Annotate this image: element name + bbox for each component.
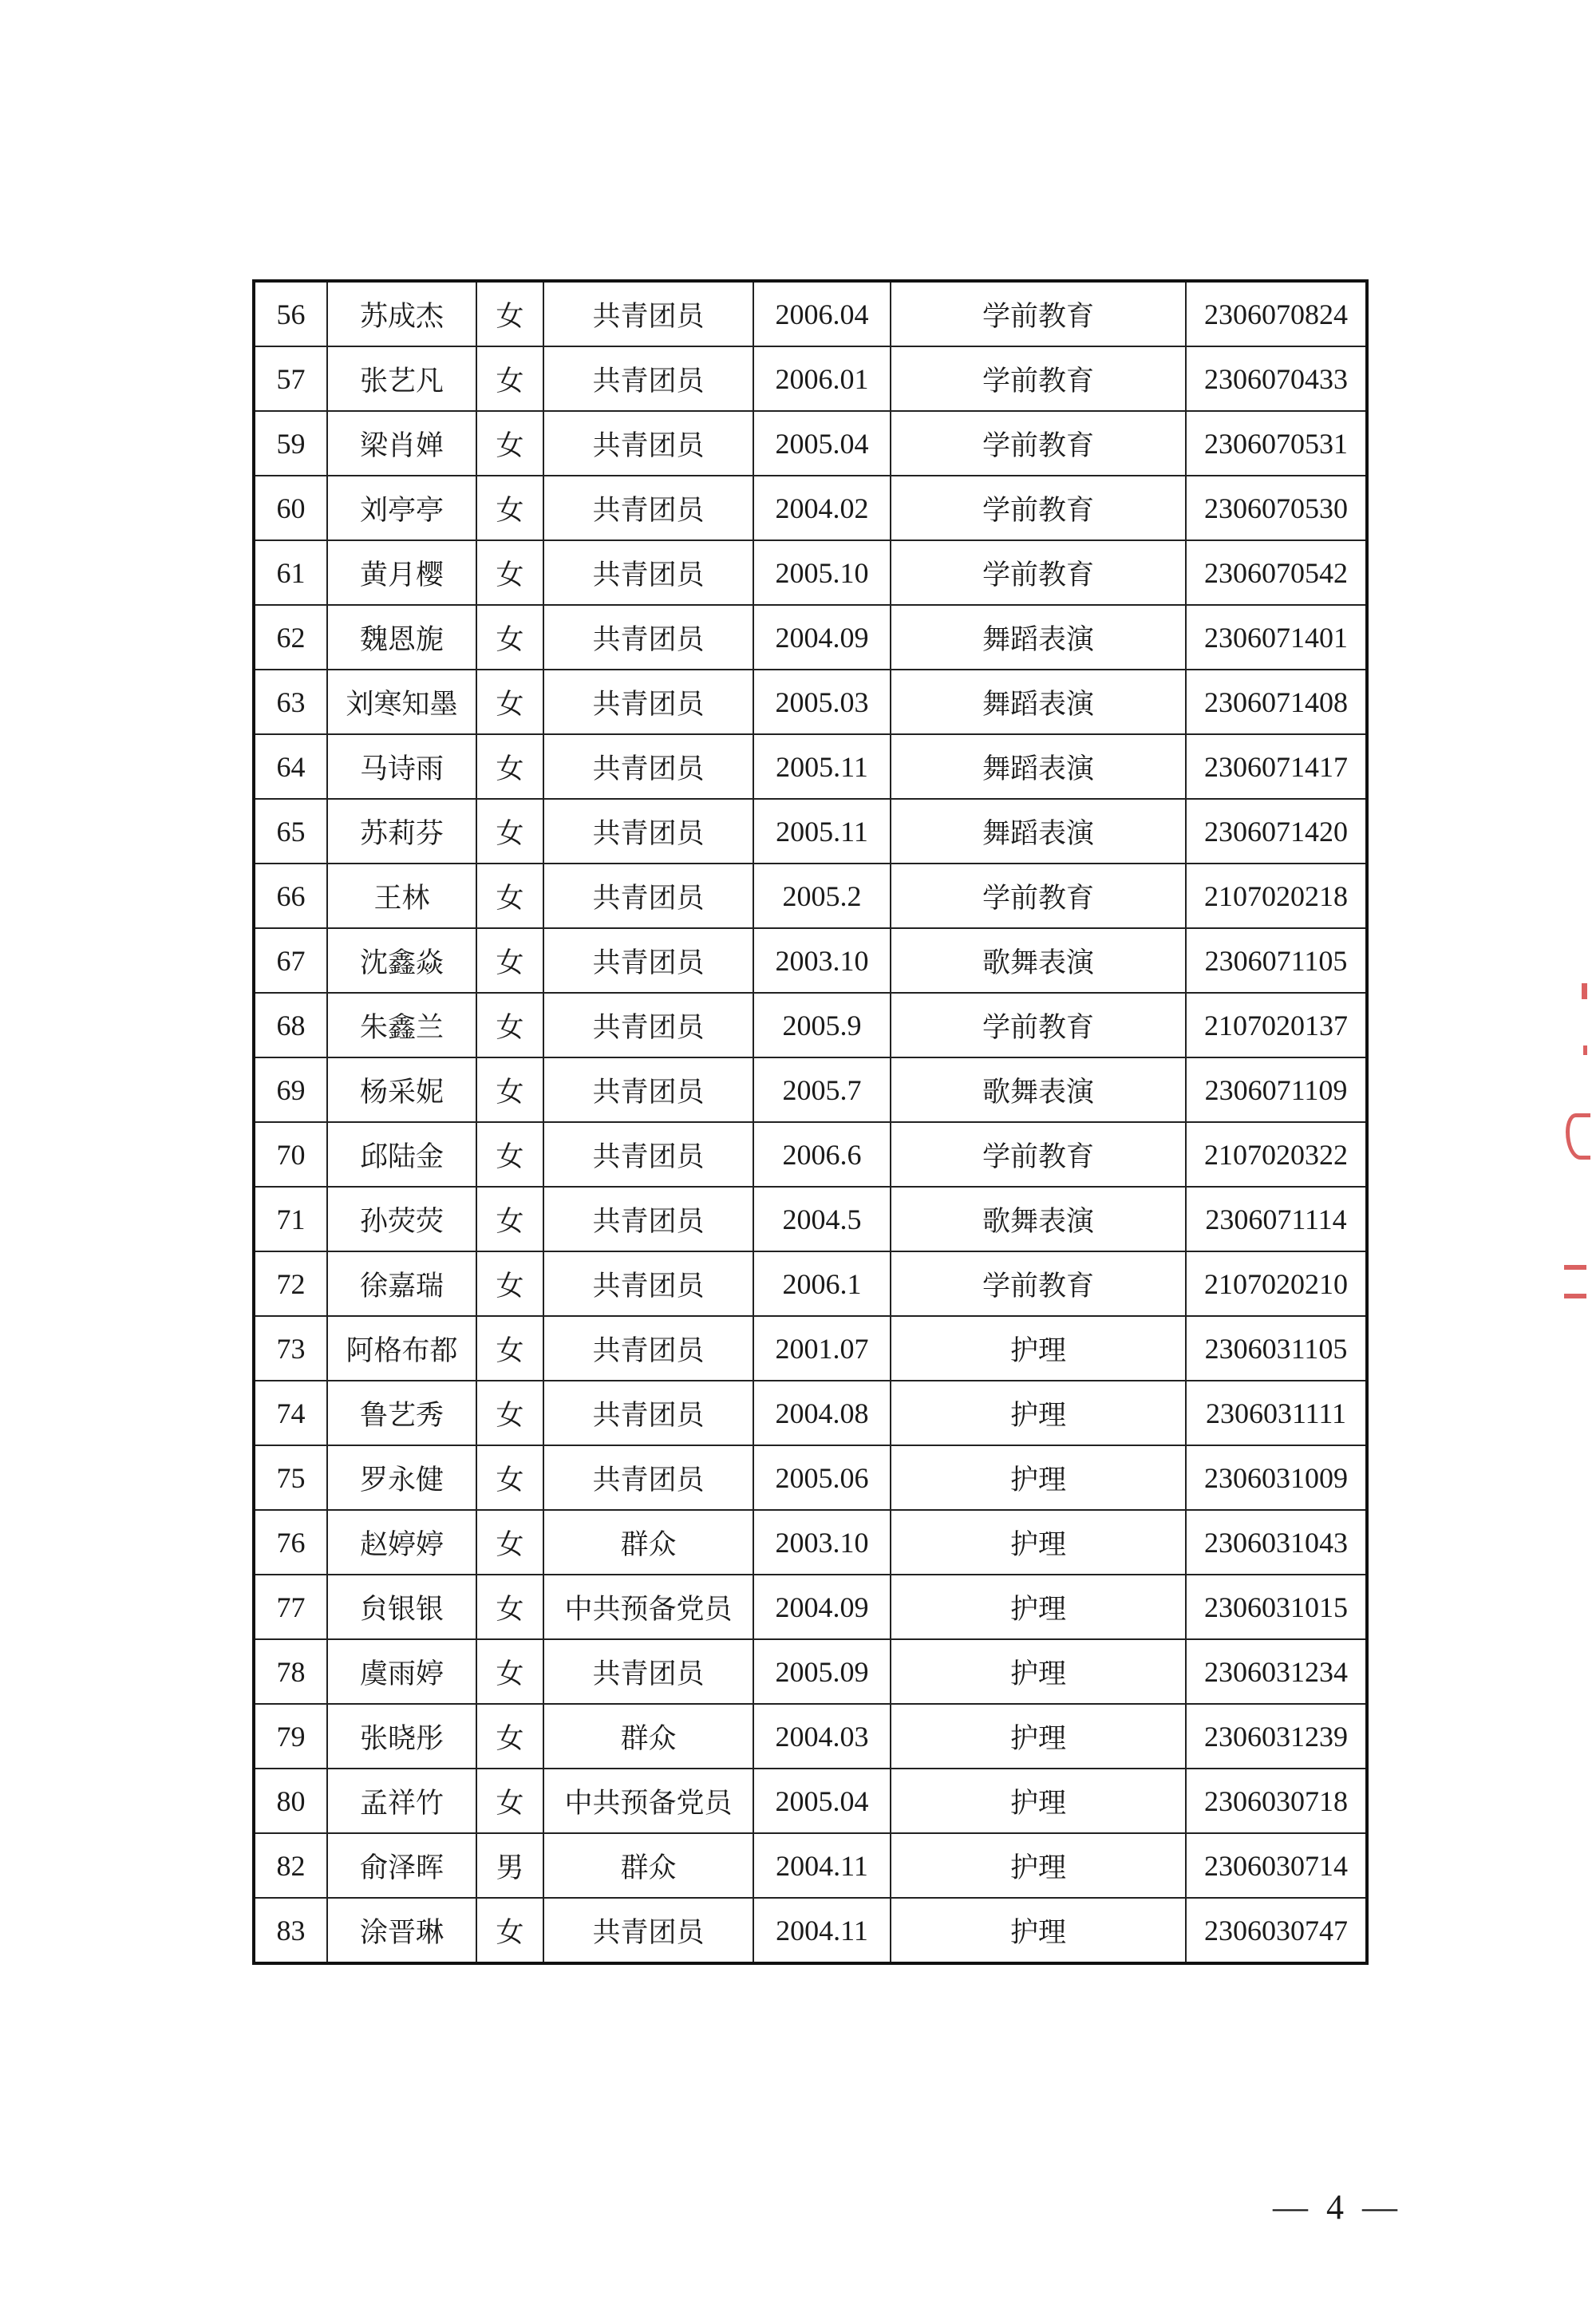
student-id-cell: 2107020218 bbox=[1186, 864, 1367, 928]
row-number-cell: 74 bbox=[254, 1381, 327, 1445]
student-id-cell: 2306031111 bbox=[1186, 1381, 1367, 1445]
political-status-cell: 共青团员 bbox=[543, 1122, 753, 1187]
major-cell: 学前教育 bbox=[891, 864, 1186, 928]
table-row bbox=[254, 1445, 1367, 1510]
table-row bbox=[254, 1704, 1367, 1769]
political-status-cell: 群众 bbox=[543, 1510, 753, 1575]
student-id-cell: 2306031239 bbox=[1186, 1704, 1367, 1769]
row-number-cell: 63 bbox=[254, 670, 327, 734]
major-cell: 学前教育 bbox=[891, 346, 1186, 411]
political-status-cell: 共青团员 bbox=[543, 670, 753, 734]
table-row bbox=[254, 1575, 1367, 1639]
major-cell: 舞蹈表演 bbox=[891, 734, 1186, 799]
birth-date-cell: 2006.01 bbox=[753, 346, 891, 411]
table-row bbox=[254, 1122, 1367, 1187]
political-status-cell: 共青团员 bbox=[543, 346, 753, 411]
student-id-cell: 2306031015 bbox=[1186, 1575, 1367, 1639]
major-cell: 学前教育 bbox=[891, 476, 1186, 540]
birth-date-cell: 2005.11 bbox=[753, 734, 891, 799]
major-cell: 歌舞表演 bbox=[891, 1187, 1186, 1251]
student-id-cell: 2306070542 bbox=[1186, 540, 1367, 605]
gender-cell: 女 bbox=[476, 540, 543, 605]
gender-cell: 女 bbox=[476, 1057, 543, 1122]
gender-cell: 女 bbox=[476, 1381, 543, 1445]
row-number-cell: 79 bbox=[254, 1704, 327, 1769]
political-status-cell: 中共预备党员 bbox=[543, 1769, 753, 1833]
birth-date-cell: 2005.11 bbox=[753, 799, 891, 864]
name-cell: 孟祥竹 bbox=[327, 1769, 476, 1833]
row-number-cell: 70 bbox=[254, 1122, 327, 1187]
row-number-cell: 67 bbox=[254, 928, 327, 993]
birth-date-cell: 2006.1 bbox=[753, 1251, 891, 1316]
birth-date-cell: 2006.6 bbox=[753, 1122, 891, 1187]
table-row bbox=[254, 864, 1367, 928]
political-status-cell: 共青团员 bbox=[543, 1251, 753, 1316]
name-cell: 魏恩旎 bbox=[327, 605, 476, 670]
student-id-cell: 2306030714 bbox=[1186, 1833, 1367, 1898]
table-row bbox=[254, 734, 1367, 799]
row-number-cell: 72 bbox=[254, 1251, 327, 1316]
name-cell: 俞泽晖 bbox=[327, 1833, 476, 1898]
row-number-cell: 69 bbox=[254, 1057, 327, 1122]
name-cell: 赵婷婷 bbox=[327, 1510, 476, 1575]
political-status-cell: 群众 bbox=[543, 1833, 753, 1898]
name-cell: 刘亭亭 bbox=[327, 476, 476, 540]
birth-date-cell: 2004.11 bbox=[753, 1833, 891, 1898]
student-id-cell: 2306070530 bbox=[1186, 476, 1367, 540]
name-cell: 鲁艺秀 bbox=[327, 1381, 476, 1445]
birth-date-cell: 2005.9 bbox=[753, 993, 891, 1057]
row-number-cell: 68 bbox=[254, 993, 327, 1057]
birth-date-cell: 2004.09 bbox=[753, 605, 891, 670]
student-id-cell: 2107020137 bbox=[1186, 993, 1367, 1057]
name-cell: 苏莉芬 bbox=[327, 799, 476, 864]
gender-cell: 女 bbox=[476, 476, 543, 540]
major-cell: 学前教育 bbox=[891, 281, 1186, 346]
row-number-cell: 77 bbox=[254, 1575, 327, 1639]
political-status-cell: 共青团员 bbox=[543, 734, 753, 799]
gender-cell: 女 bbox=[476, 1898, 543, 1963]
political-status-cell: 共青团员 bbox=[543, 993, 753, 1057]
gender-cell: 女 bbox=[476, 1251, 543, 1316]
gender-cell: 女 bbox=[476, 799, 543, 864]
name-cell: 朱鑫兰 bbox=[327, 993, 476, 1057]
table-row bbox=[254, 1316, 1367, 1381]
birth-date-cell: 2003.10 bbox=[753, 928, 891, 993]
political-status-cell: 共青团员 bbox=[543, 1316, 753, 1381]
row-number-cell: 56 bbox=[254, 281, 327, 346]
birth-date-cell: 2006.04 bbox=[753, 281, 891, 346]
table-row bbox=[254, 346, 1367, 411]
student-id-cell: 2306030747 bbox=[1186, 1898, 1367, 1963]
major-cell: 护理 bbox=[891, 1639, 1186, 1704]
student-roster-table bbox=[252, 279, 1369, 1965]
major-cell: 学前教育 bbox=[891, 1122, 1186, 1187]
row-number-cell: 76 bbox=[254, 1510, 327, 1575]
table-row bbox=[254, 1639, 1367, 1704]
birth-date-cell: 2005.04 bbox=[753, 411, 891, 476]
student-id-cell: 2306071420 bbox=[1186, 799, 1367, 864]
row-number-cell: 64 bbox=[254, 734, 327, 799]
student-id-cell: 2306030718 bbox=[1186, 1769, 1367, 1833]
student-id-cell: 2306071105 bbox=[1186, 928, 1367, 993]
name-cell: 涂晋琳 bbox=[327, 1898, 476, 1963]
gender-cell: 女 bbox=[476, 993, 543, 1057]
student-id-cell: 2306031234 bbox=[1186, 1639, 1367, 1704]
student-id-cell: 2306031009 bbox=[1186, 1445, 1367, 1510]
major-cell: 护理 bbox=[891, 1769, 1186, 1833]
table-row bbox=[254, 281, 1367, 346]
student-id-cell: 2306071417 bbox=[1186, 734, 1367, 799]
student-id-cell: 2306031105 bbox=[1186, 1316, 1367, 1381]
gender-cell: 女 bbox=[476, 605, 543, 670]
major-cell: 学前教育 bbox=[891, 993, 1186, 1057]
table-row bbox=[254, 476, 1367, 540]
name-cell: 徐嘉瑞 bbox=[327, 1251, 476, 1316]
gender-cell: 女 bbox=[476, 1575, 543, 1639]
row-number-cell: 57 bbox=[254, 346, 327, 411]
table-row bbox=[254, 411, 1367, 476]
name-cell: 刘寒知墨 bbox=[327, 670, 476, 734]
name-cell: 虞雨婷 bbox=[327, 1639, 476, 1704]
major-cell: 护理 bbox=[891, 1445, 1186, 1510]
major-cell: 学前教育 bbox=[891, 1251, 1186, 1316]
birth-date-cell: 2005.03 bbox=[753, 670, 891, 734]
row-number-cell: 75 bbox=[254, 1445, 327, 1510]
student-id-cell: 2306070531 bbox=[1186, 411, 1367, 476]
political-status-cell: 共青团员 bbox=[543, 605, 753, 670]
political-status-cell: 共青团员 bbox=[543, 1639, 753, 1704]
table-row bbox=[254, 928, 1367, 993]
name-cell: 罗永健 bbox=[327, 1445, 476, 1510]
table-row bbox=[254, 1187, 1367, 1251]
table-row bbox=[254, 1251, 1367, 1316]
major-cell: 护理 bbox=[891, 1381, 1186, 1445]
row-number-cell: 80 bbox=[254, 1769, 327, 1833]
name-cell: 马诗雨 bbox=[327, 734, 476, 799]
birth-date-cell: 2005.10 bbox=[753, 540, 891, 605]
page-number: — 4 — bbox=[1273, 2188, 1402, 2227]
row-number-cell: 83 bbox=[254, 1898, 327, 1963]
row-number-cell: 73 bbox=[254, 1316, 327, 1381]
name-cell: 阿格布都 bbox=[327, 1316, 476, 1381]
gender-cell: 女 bbox=[476, 411, 543, 476]
gender-cell: 女 bbox=[476, 1510, 543, 1575]
political-status-cell: 共青团员 bbox=[543, 411, 753, 476]
row-number-cell: 78 bbox=[254, 1639, 327, 1704]
gender-cell: 女 bbox=[476, 1704, 543, 1769]
row-number-cell: 61 bbox=[254, 540, 327, 605]
major-cell: 舞蹈表演 bbox=[891, 670, 1186, 734]
student-id-cell: 2306070433 bbox=[1186, 346, 1367, 411]
birth-date-cell: 2004.5 bbox=[753, 1187, 891, 1251]
table-row bbox=[254, 1381, 1367, 1445]
political-status-cell: 共青团员 bbox=[543, 864, 753, 928]
political-status-cell: 共青团员 bbox=[543, 281, 753, 346]
table-row bbox=[254, 1898, 1367, 1963]
roster-body bbox=[254, 281, 1367, 1963]
birth-date-cell: 2003.10 bbox=[753, 1510, 891, 1575]
major-cell: 护理 bbox=[891, 1316, 1186, 1381]
name-cell: 张晓彤 bbox=[327, 1704, 476, 1769]
birth-date-cell: 2001.07 bbox=[753, 1316, 891, 1381]
row-number-cell: 60 bbox=[254, 476, 327, 540]
gender-cell: 女 bbox=[476, 928, 543, 993]
gender-cell: 女 bbox=[476, 1316, 543, 1381]
political-status-cell: 共青团员 bbox=[543, 1057, 753, 1122]
political-status-cell: 群众 bbox=[543, 1704, 753, 1769]
gender-cell: 女 bbox=[476, 1122, 543, 1187]
gender-cell: 女 bbox=[476, 1445, 543, 1510]
student-id-cell: 2107020210 bbox=[1186, 1251, 1367, 1316]
student-id-cell: 2306031043 bbox=[1186, 1510, 1367, 1575]
student-id-cell: 2306071401 bbox=[1186, 605, 1367, 670]
table-row bbox=[254, 540, 1367, 605]
name-cell: 邱陆金 bbox=[327, 1122, 476, 1187]
name-cell: 梁肖婵 bbox=[327, 411, 476, 476]
name-cell: 孙荧荧 bbox=[327, 1187, 476, 1251]
political-status-cell: 共青团员 bbox=[543, 1187, 753, 1251]
gender-cell: 女 bbox=[476, 281, 543, 346]
political-status-cell: 共青团员 bbox=[543, 1445, 753, 1510]
student-id-cell: 2107020322 bbox=[1186, 1122, 1367, 1187]
table-row bbox=[254, 1510, 1367, 1575]
birth-date-cell: 2004.02 bbox=[753, 476, 891, 540]
name-cell: 黄月樱 bbox=[327, 540, 476, 605]
gender-cell: 女 bbox=[476, 1187, 543, 1251]
political-status-cell: 共青团员 bbox=[543, 1898, 753, 1963]
birth-date-cell: 2005.06 bbox=[753, 1445, 891, 1510]
political-status-cell: 共青团员 bbox=[543, 928, 753, 993]
political-status-cell: 中共预备党员 bbox=[543, 1575, 753, 1639]
student-id-cell: 2306070824 bbox=[1186, 281, 1367, 346]
birth-date-cell: 2005.2 bbox=[753, 864, 891, 928]
birth-date-cell: 2004.09 bbox=[753, 1575, 891, 1639]
name-cell: 苏成杰 bbox=[327, 281, 476, 346]
major-cell: 歌舞表演 bbox=[891, 928, 1186, 993]
name-cell: 沈鑫焱 bbox=[327, 928, 476, 993]
gender-cell: 女 bbox=[476, 734, 543, 799]
major-cell: 护理 bbox=[891, 1898, 1186, 1963]
major-cell: 歌舞表演 bbox=[891, 1057, 1186, 1122]
political-status-cell: 共青团员 bbox=[543, 540, 753, 605]
name-cell: 贠银银 bbox=[327, 1575, 476, 1639]
birth-date-cell: 2005.09 bbox=[753, 1639, 891, 1704]
name-cell: 杨采妮 bbox=[327, 1057, 476, 1122]
gender-cell: 男 bbox=[476, 1833, 543, 1898]
major-cell: 学前教育 bbox=[891, 540, 1186, 605]
major-cell: 护理 bbox=[891, 1704, 1186, 1769]
major-cell: 护理 bbox=[891, 1575, 1186, 1639]
student-id-cell: 2306071114 bbox=[1186, 1187, 1367, 1251]
table-row bbox=[254, 670, 1367, 734]
student-id-cell: 2306071109 bbox=[1186, 1057, 1367, 1122]
row-number-cell: 65 bbox=[254, 799, 327, 864]
major-cell: 护理 bbox=[891, 1833, 1186, 1898]
table-row bbox=[254, 605, 1367, 670]
row-number-cell: 71 bbox=[254, 1187, 327, 1251]
political-status-cell: 共青团员 bbox=[543, 799, 753, 864]
political-status-cell: 共青团员 bbox=[543, 1381, 753, 1445]
gender-cell: 女 bbox=[476, 1639, 543, 1704]
row-number-cell: 62 bbox=[254, 605, 327, 670]
birth-date-cell: 2005.7 bbox=[753, 1057, 891, 1122]
gender-cell: 女 bbox=[476, 1769, 543, 1833]
row-number-cell: 59 bbox=[254, 411, 327, 476]
gender-cell: 女 bbox=[476, 864, 543, 928]
major-cell: 舞蹈表演 bbox=[891, 605, 1186, 670]
major-cell: 舞蹈表演 bbox=[891, 799, 1186, 864]
gender-cell: 女 bbox=[476, 346, 543, 411]
birth-date-cell: 2004.08 bbox=[753, 1381, 891, 1445]
name-cell: 王林 bbox=[327, 864, 476, 928]
row-number-cell: 82 bbox=[254, 1833, 327, 1898]
table-row bbox=[254, 1769, 1367, 1833]
major-cell: 学前教育 bbox=[891, 411, 1186, 476]
table-row bbox=[254, 993, 1367, 1057]
student-id-cell: 2306071408 bbox=[1186, 670, 1367, 734]
table-row bbox=[254, 1833, 1367, 1898]
major-cell: 护理 bbox=[891, 1510, 1186, 1575]
row-number-cell: 66 bbox=[254, 864, 327, 928]
birth-date-cell: 2004.11 bbox=[753, 1898, 891, 1963]
birth-date-cell: 2004.03 bbox=[753, 1704, 891, 1769]
table-row bbox=[254, 799, 1367, 864]
gender-cell: 女 bbox=[476, 670, 543, 734]
table-row bbox=[254, 1057, 1367, 1122]
name-cell: 张艺凡 bbox=[327, 346, 476, 411]
political-status-cell: 共青团员 bbox=[543, 476, 753, 540]
birth-date-cell: 2005.04 bbox=[753, 1769, 891, 1833]
